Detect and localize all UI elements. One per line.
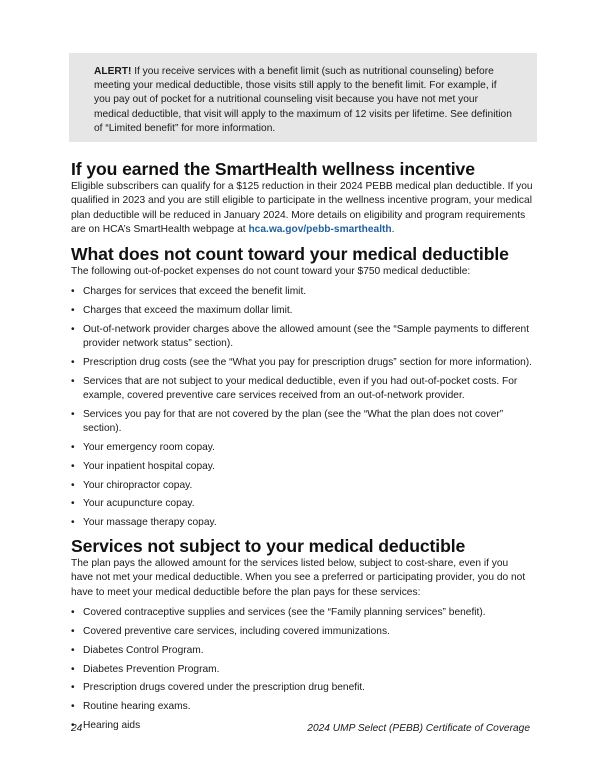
smarthealth-end: . (391, 224, 395, 236)
list-item: • Hearing aids (71, 719, 533, 733)
alert-text: If you receive services with a benefit limit (such as nutritional counseling) before meeting your medical deductible, those visits still apply to the benefit limit. For example, if you pay out of pocket for a nutritional counseling visit because you have not met your medical deductible, that visit will apply to the maximum of 12 visits per lifetime. See definition of “Limited benefit” for more information. (94, 66, 512, 134)
main-content (71, 158, 533, 738)
page-number: 24 (71, 723, 83, 734)
list-item: • Diabetes Control Program. (71, 644, 533, 658)
list-item: • Your chiropractor copay. (71, 479, 533, 493)
not-subject-heading: Services not subject to your medical deductible (71, 536, 466, 557)
list-item: • Out-of-network provider charges above the allowed amount (see the “Sample payments to different provider network status” section). (71, 323, 533, 352)
list-item: • Prescription drug costs (see the “What you pay for prescription drugs” section for more information). (71, 356, 533, 370)
list-item: • Services you pay for that are not covered by the plan (see the “What the plan does not cover” section). (71, 408, 533, 437)
list-item: • Covered contraceptive supplies and services (see the “Family planning services” benefit). (71, 606, 533, 620)
list-item: • Diabetes Prevention Program. (71, 663, 533, 677)
list-item: • Prescription drugs covered under the prescription drug benefit. (71, 681, 533, 695)
not-subject-list (71, 606, 533, 733)
list-item: • Charges that exceed the maximum dollar limit. (71, 304, 533, 318)
alert-label: ALERT! (94, 66, 132, 77)
smarthealth-body: Eligible subscribers can qualify for a $125 reduction in their 2024 PEBB medical plan deductible. If you qualified in 2023 and you are still eligible to participate in the wellness incentive program, your medical plan deductible will be reduced in January 2024. More details on eligibility and program requirements are on HCA’s SmartHealth webpage at (71, 181, 533, 236)
list-item: • Your acupuncture copay. (71, 497, 533, 511)
list-item: • Your emergency room copay. (71, 441, 533, 455)
list-item: • Services that are not subject to your medical deductible, even if you had out-of-pocket costs. For example, covered preventive care services received from an out-of-network provider. (71, 375, 533, 404)
document-title: 2024 UMP Select (PEBB) Certificate of Coverage (307, 723, 530, 734)
not-count-section (71, 243, 533, 531)
list-item: • Your inpatient hospital copay. (71, 460, 533, 474)
not-count-heading: What does not count toward your medical deductible (71, 243, 509, 264)
smarthealth-section (71, 158, 533, 238)
not-subject-intro: The plan pays the allowed amount for the services listed below, subject to cost-share, even if you have not met your medical deductible. When you see a preferred or participating provider, you do not have to meet your medical deductible before the plan pays for these services: (71, 558, 526, 598)
list-item: • Covered preventive care services, including covered immunizations. (71, 625, 533, 639)
list-item: • Your massage therapy copay. (71, 516, 533, 530)
not-count-list (71, 285, 533, 531)
alert-box (69, 53, 537, 142)
smarthealth-paragraph (71, 180, 533, 238)
not-count-intro: The following out-of-pocket expenses do not count toward your $750 medical deductible: (71, 265, 471, 277)
smarthealth-link[interactable]: hca.wa.gov/pebb-smarthealth (248, 224, 392, 236)
not-subject-section (71, 535, 533, 733)
list-item: • Charges for services that exceed the benefit limit. (71, 285, 533, 299)
list-item: • Routine hearing exams. (71, 700, 533, 714)
smarthealth-heading: If you earned the SmartHealth wellness incentive (71, 159, 475, 179)
